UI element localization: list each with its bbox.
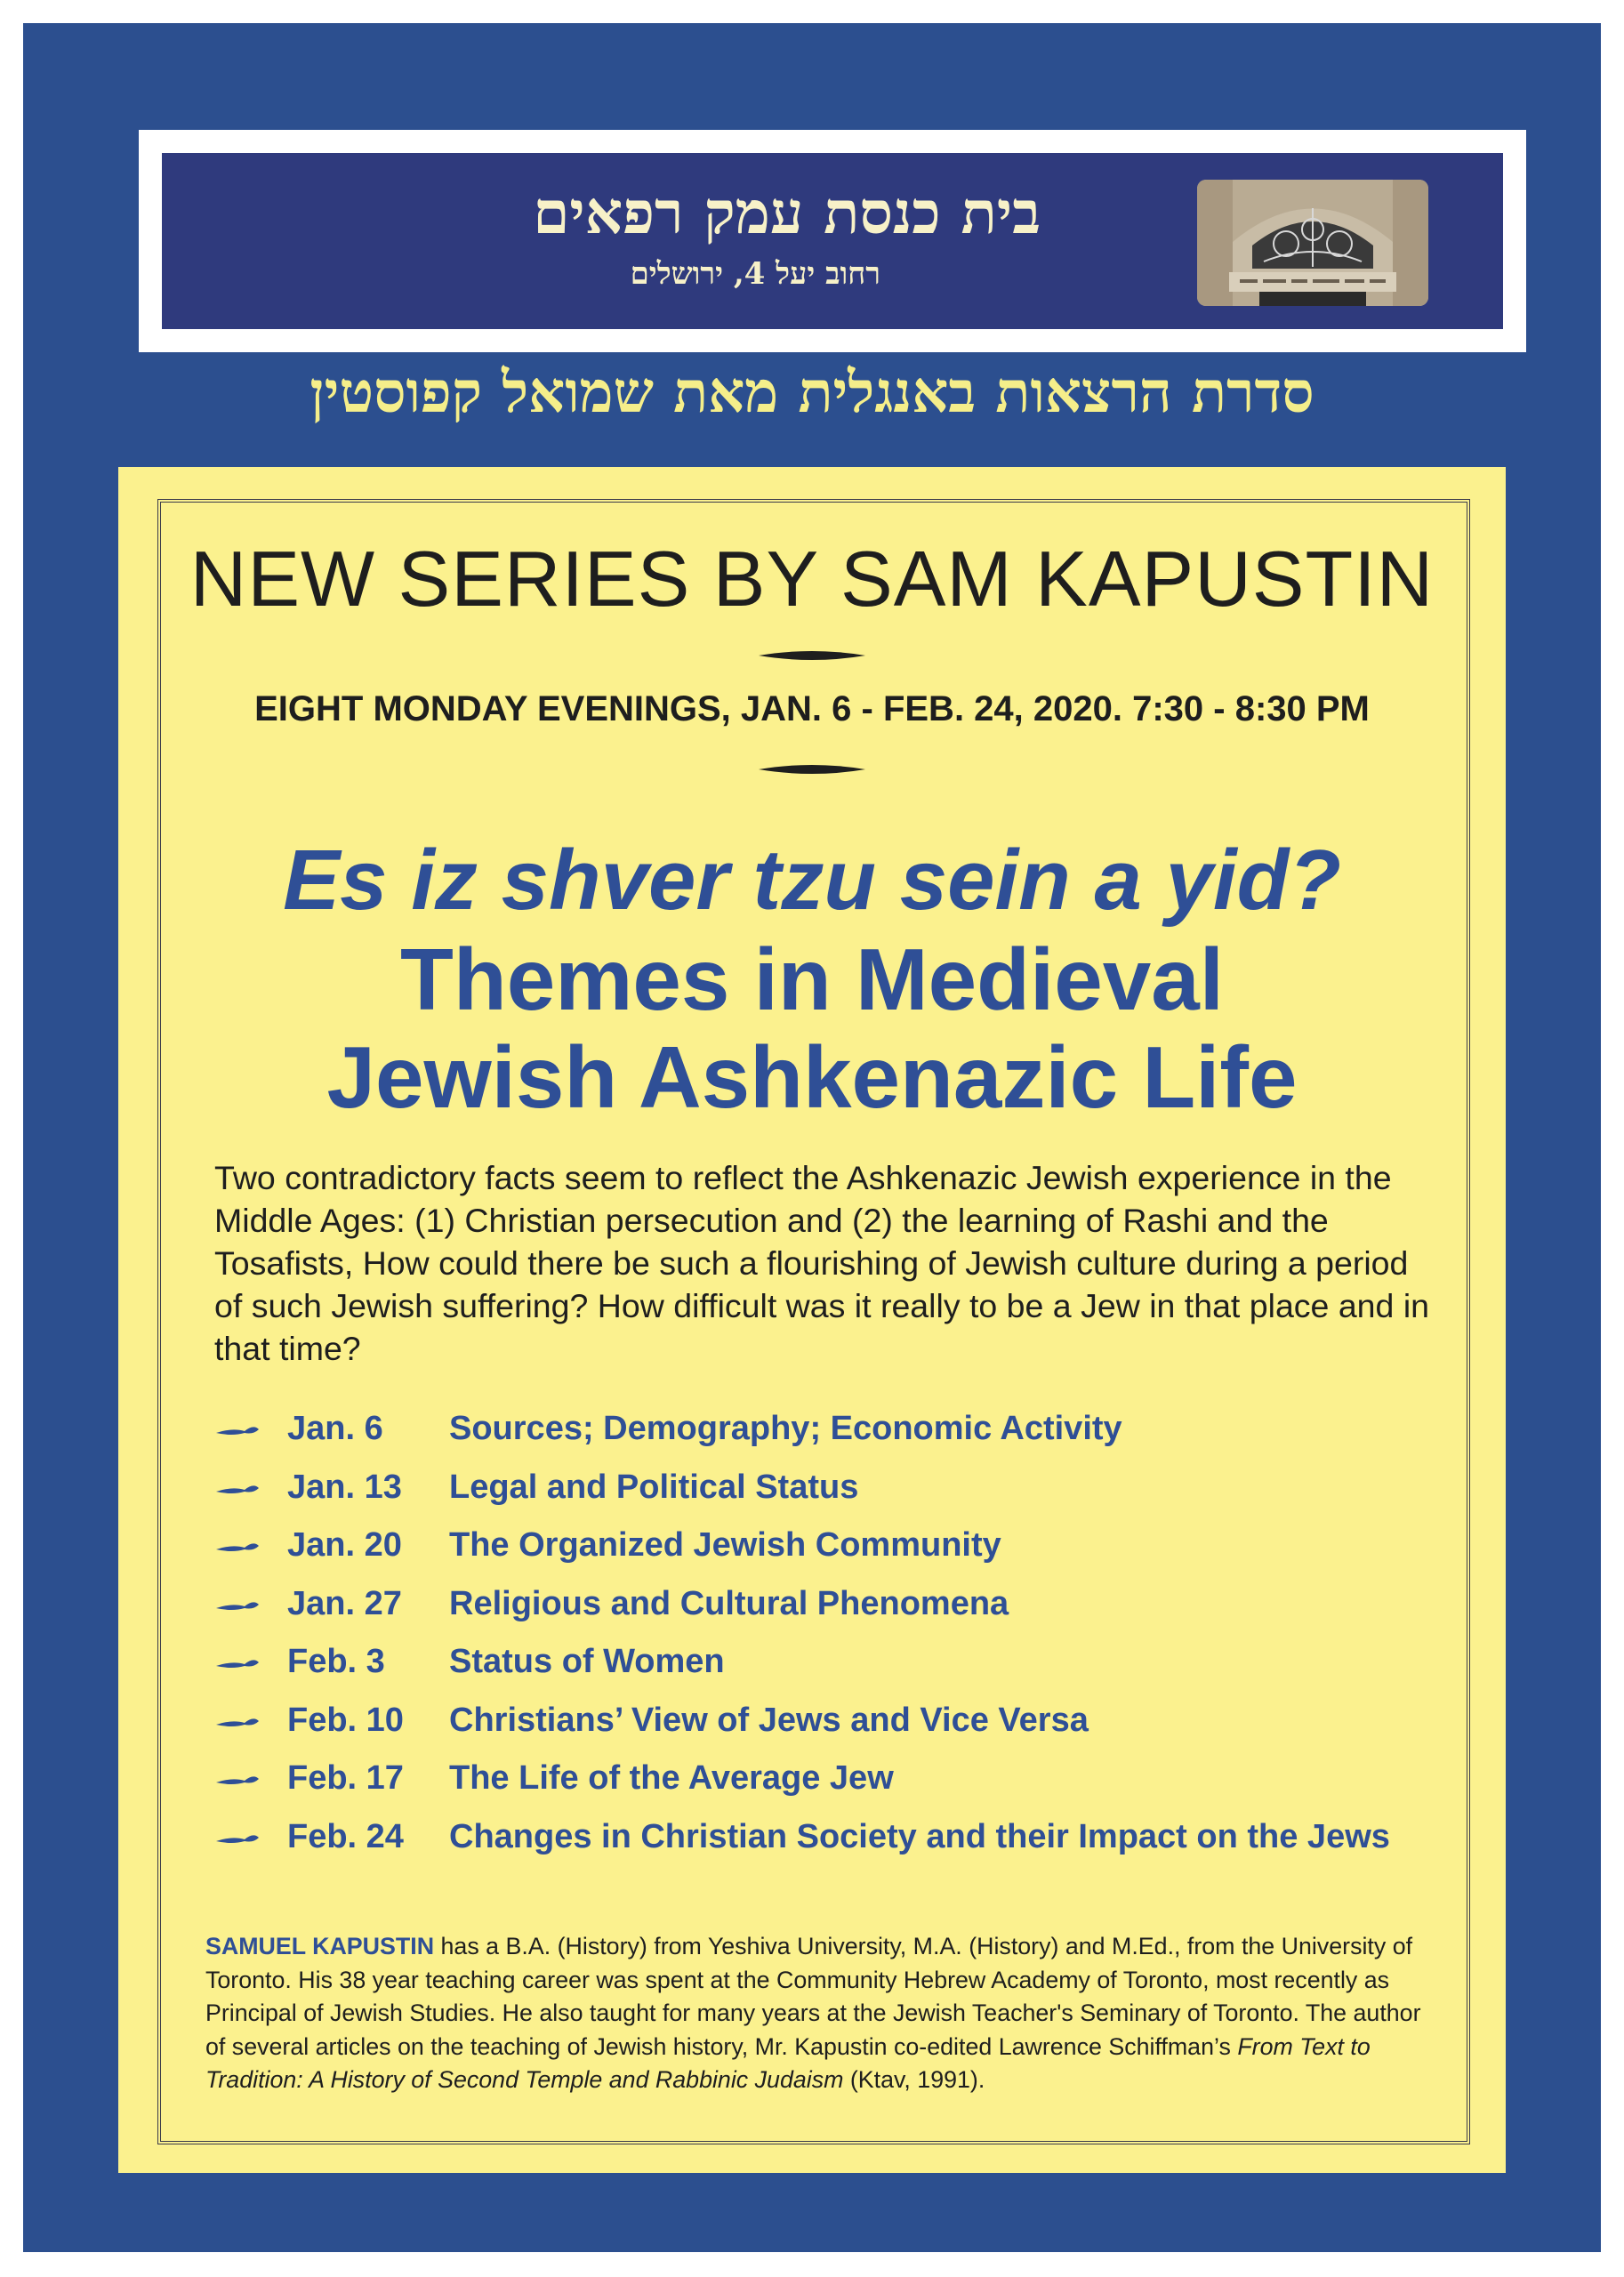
lecture-schedule — [214, 1410, 1495, 1876]
lecture-date: Jan. 20 — [287, 1526, 402, 1564]
title-line-2: Themes in Medieval — [400, 930, 1224, 1028]
schedule-row — [214, 1410, 1495, 1468]
lecture-date: Feb. 17 — [287, 1759, 404, 1797]
schedule-row — [214, 1643, 1495, 1702]
lecture-date: Jan. 27 — [287, 1584, 402, 1622]
leaf-bullet-icon — [214, 1420, 261, 1444]
synagogue-address: רחוב יעל 4, ירושלים — [630, 256, 880, 292]
divider-ornament — [759, 647, 865, 664]
hebrew-series-subtitle: סדרת הרצאות באנגלית מאת שמואל קפוסטין — [310, 359, 1314, 426]
lecture-date: Feb. 3 — [287, 1643, 385, 1680]
leaf-bullet-icon — [214, 1712, 261, 1735]
lecture-topic: The Organized Jewish Community — [449, 1526, 1001, 1564]
leaf-bullet-icon — [214, 1770, 261, 1793]
lecture-date: Feb. 10 — [287, 1701, 404, 1739]
lecture-topic: Christians’ View of Jews and Vice Versa — [449, 1701, 1089, 1739]
series-description: Two contradictory facts seem to reflect the Ashkenazic Jewish experience in the Middle Ages: (1) Christian persecution and (2) the learning of Rashi and the Tosafists, How could there be such a flourishing of Jewish culture during a period of such Jewish suffering? How difficult was it really to be a Jew in that place and in that time? — [214, 1159, 1430, 1367]
lecture-date: Jan. 6 — [287, 1410, 383, 1447]
schedule-row — [214, 1759, 1495, 1818]
leaf-bullet-icon — [214, 1479, 261, 1502]
synagogue-name: בית כנסת עמק רפאים — [533, 178, 1041, 247]
series-title: NEW SERIES BY SAM KAPUSTIN — [189, 535, 1435, 623]
lecture-topic: Changes in Christian Society and their Impact on the Jews — [449, 1817, 1390, 1855]
schedule-row — [214, 1526, 1495, 1585]
schedule-row — [214, 1468, 1495, 1527]
schedule-row — [214, 1818, 1495, 1877]
leaf-bullet-icon — [214, 1537, 261, 1560]
poster-frame — [23, 23, 1601, 2252]
lecture-date: Feb. 24 — [287, 1817, 404, 1855]
lecture-topic: Status of Women — [449, 1643, 725, 1680]
title-line-3: Jewish Ashkenazic Life — [326, 1028, 1298, 1126]
header-banner — [162, 153, 1503, 329]
lecture-date: Jan. 13 — [287, 1468, 402, 1506]
lecture-topic: Sources; Demography; Economic Activity — [449, 1410, 1122, 1447]
leaf-bullet-icon — [214, 1829, 261, 1852]
schedule-row — [214, 1702, 1495, 1760]
content-panel — [118, 467, 1506, 2173]
divider-ornament — [759, 760, 865, 778]
header-box — [139, 130, 1526, 352]
bio-text-end: (Ktav, 1991). — [843, 2066, 985, 2093]
lecture-topic: Legal and Political Status — [449, 1468, 859, 1506]
bio-text: has a B.A. (History) from Yeshiva University, M.A. (History) and M.Ed., from the University of Toronto. His 38 year teaching career was spent at the Community Hebrew Academy of Toronto, most recently as Principal of Jewish Studies. He also taught for many years at the Jewish Teacher's Seminary of Toronto. The author of several articles on the teaching of Jewish history, Mr. Kapustin co-edited Lawrence Schiffman’s — [205, 1933, 1421, 2060]
lecture-topic: Religious and Cultural Phenomena — [449, 1584, 1009, 1622]
speaker-bio — [205, 1930, 1446, 2097]
speaker-name: SAMUEL KAPUSTIN — [205, 1933, 435, 1959]
evenings-line: EIGHT MONDAY EVENINGS, JAN. 6 - FEB. 24, 2020. 7:30 - 8:30 PM — [254, 689, 1370, 728]
leaf-bullet-icon — [214, 1653, 261, 1677]
leaf-bullet-icon — [214, 1596, 261, 1619]
book-title: From Text to Tradition: A History of Second Temple and Rabbinic Judaism — [205, 2032, 1371, 2093]
title-yiddish: Es iz shver tzu sein a yid? — [283, 833, 1341, 928]
lecture-topic: The Life of the Average Jew — [449, 1759, 894, 1797]
synagogue-doorway-photo — [1197, 180, 1428, 306]
schedule-row — [214, 1585, 1495, 1644]
